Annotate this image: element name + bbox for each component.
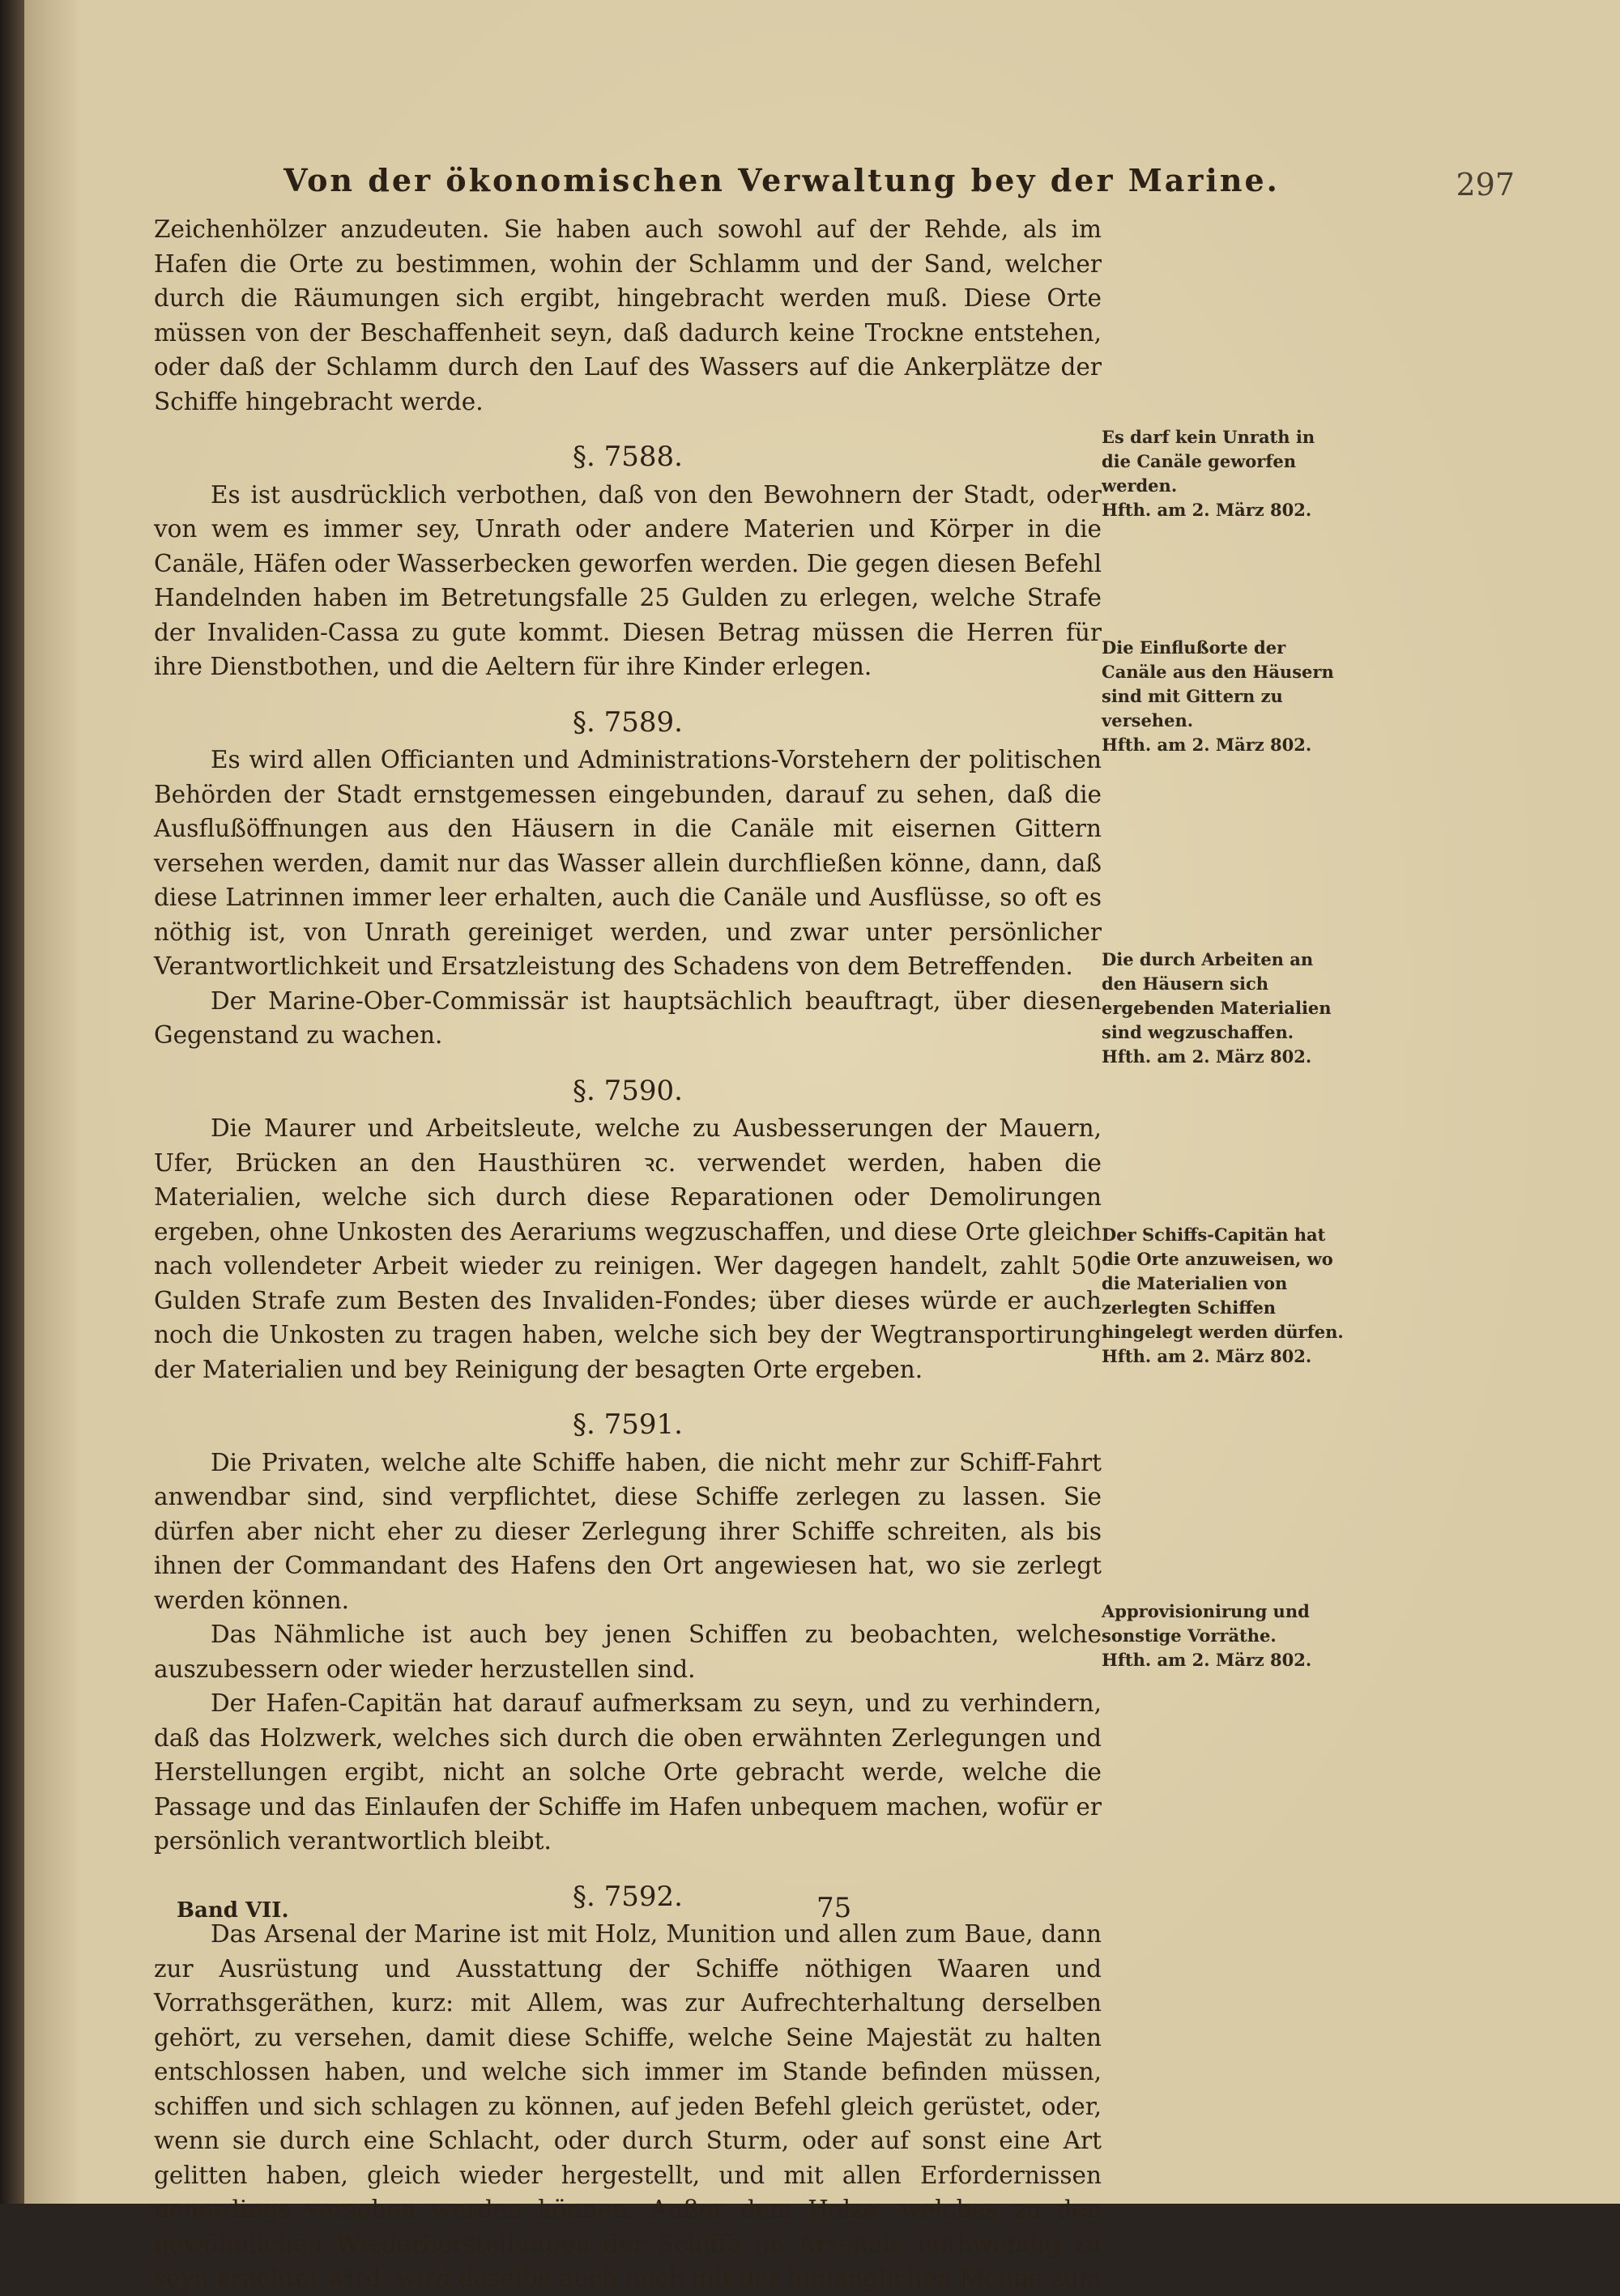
margin-note-reference: Hfth. am 2. März 802. [1102, 1650, 1312, 1670]
margin-note-7588 [1102, 425, 1345, 522]
margin-note-text: Es darf kein Unrath in die Canäle geworfen werden. [1102, 427, 1315, 496]
section-7591-paragraph-3: Der Hafen-Capitän hat darauf aufmerksam zu seyn, und zu verhindern, daß das Holzwerk, welches sich durch die oben erwähnten Zerlegungen und Herstellungen ergibt, nicht an solche Orte gebracht werde, welche die Passage und das Einlaufen der Schiffe im Hafen unbequem machen, wofür er persönlich verantwortlich bleibt. [154, 1689, 1102, 1855]
margin-note-reference: Hfth. am 2. März 802. [1102, 500, 1312, 520]
section-7591-paragraph-1: Die Privaten, welche alte Schiffe haben, die nicht mehr zur Schiff-Fahrt anwendbar sind, sind verpflichtet, diese Schiffe zerlegen zu lassen. Sie dürfen aber nicht eher zu dieser Zerlegung ihrer Schiffe schreiten, als bis ihnen der Commandant des Hafens den Ort angewiesen hat, wo sie zerlegt werden können. [154, 1448, 1102, 1614]
section-7591-paragraph-2: Das Nähmliche ist auch bey jenen Schiffen zu beobachten, welche auszubessern oder wieder herzustellen sind. [154, 1621, 1102, 1683]
section-heading-7589: §. 7589. [573, 705, 683, 739]
page-number: 297 [1456, 167, 1515, 202]
section-7590-paragraph-1: Die Maurer und Arbeitsleute, welche zu Ausbesserungen der Mauern, Ufer, Brücken an den Hausthüren ꝛc. verwendet werden, haben die Materialien, welche sich durch diese Reparationen oder Demolirungen ergeben, ohne Unkosten des Aerariums wegzuschaffen, und diese Orte gleich nach vollendeter Arbeit wieder zu reinigen. Wer dagegen handelt, zahlt 50 Gulden Strafe zum Besten des Invaliden-Fondes; über dieses würde er auch noch die Unkosten zu tragen haben, welche sich bey der Wegtransportirung der Materialien und bey Reinigung der besagten Orte ergeben. [154, 1114, 1102, 1383]
book-page [24, 0, 1620, 2292]
margin-note-reference: Hfth. am 2. März 802. [1102, 735, 1312, 755]
section-7588-paragraph-1: Es ist ausdrücklich verbothen, daß von den Bewohnern der Stadt, oder von wem es immer sey, Unrath oder andere Materien und Körper in die Canäle, Häfen oder Wasserbecken geworfen werden. Die gegen diesen Befehl Handelnden haben im Betretungsfalle 25 Gulden zu erlegen, welche Strafe der Invaliden-Cassa zu gute kommt. Diesen Betrag müssen die Herren für ihre Dienstbothen, und die Aeltern für ihre Kinder erlegen. [154, 480, 1102, 680]
section-heading-7592: §. 7592. [573, 1880, 683, 1913]
book-spine [0, 0, 24, 2204]
margin-note-7591 [1102, 1223, 1345, 1369]
margin-note-text: Approvisionirung und sonstige Vorräthe. [1102, 1601, 1310, 1646]
section-7589-paragraph-2: Der Marine-Ober-Commissär ist hauptsächlich beauftragt, über diesen Gegenstand zu wachen. [154, 986, 1102, 1049]
margin-note-text: Die Einflußorte der Canäle aus den Häusern sind mit Gittern zu versehen. [1102, 637, 1334, 731]
section-heading-7591: §. 7591. [573, 1408, 683, 1441]
margin-note-7590 [1102, 948, 1345, 1069]
section-heading-7590: §. 7590. [573, 1074, 683, 1107]
margin-note-text: Die durch Arbeiten an den Häusern sich ergebenden Materialien sind wegzuschaffen. [1102, 949, 1332, 1042]
margin-note-reference: Hfth. am 2. März 802. [1102, 1346, 1312, 1366]
intro-paragraph: Zeichenhölzer anzudeuten. Sie haben auch sowohl auf der Rehde, als im Hafen die Orte zu bestimmen, wohin der Schlamm und der Sand, welcher durch die Räumungen sich ergibt, hingebracht werden muß. Diese Orte müssen von der Beschaffenheit seyn, daß dadurch keine Trockne entstehen, oder daß der Schlamm durch den Lauf des Wassers auf die Ankerplätze der Schiffe hingebracht werde. [154, 215, 1102, 415]
margin-note-7592 [1102, 1600, 1345, 1672]
running-title: Von der ökonomischen Verwaltung bey der Marine. [284, 162, 1280, 198]
margin-note-text: Der Schiffs-Capitän hat die Orte anzuweisen, wo die Materialien von zerlegten Schiffen hingelegt werden dürfen. [1102, 1225, 1344, 1342]
section-7589-paragraph-1: Es wird allen Officianten und Administrations-Vorstehern der politischen Behörden der Stadt ernstgemessen eingebunden, darauf zu sehen, daß die Ausflußöffnungen aus den Häusern in die Canäle mit eisernen Gittern versehen werden, damit nur das Wasser allein durchfließen könne, dann, daß diese Latrinnen immer leer erhalten, auch die Canäle und Ausflüsse, so oft es nöthig ist, von Unrath gereiniget werden, und zwar unter persönlicher Verantwortlichkeit und Ersatzleistung des Schadens von dem Betreffenden. [154, 746, 1102, 980]
section-heading-7588: §. 7588. [573, 441, 683, 473]
margin-note-7589 [1102, 636, 1345, 757]
volume-label: Band VII. [177, 1898, 289, 1923]
margin-note-reference: Hfth. am 2. März 802. [1102, 1046, 1312, 1067]
main-text [154, 212, 1102, 2296]
page-header [130, 162, 1523, 202]
section-7592-paragraph-1: Das Arsenal der Marine ist mit Holz, Munition und allen zum Baue, dann zur Ausrüstung und Ausstattung der Schiffe nöthigen Waaren und Vorrathsgeräthen, kurz: mit Allem, was zur Aufrechterhaltung derselben gehört, zu versehen, damit diese Schiffe, welche Seine Majestät zu halten entschlossen haben, und welche sich immer im Stande befinden müssen, schiffen und sich schlagen zu können, auf jeden Befehl gleich gerüstet, oder, wenn sie durch eine Schlacht, oder durch Sturm, oder auf sonst eine Art gelitten haben, gleich wieder hergestellt, und mit allen Erfordernissen neuerdings versehen werden können. Außer dem Holze, welches zu den gewöhnlichen Wiederherstellungen der Schiffe im Arsenale nothwendig zu seyn erachtet wird, wird daselbe auch noch mit der hinlänglichen Menge zum [154, 1920, 1102, 2292]
signature-mark: 75 [816, 1892, 852, 1924]
